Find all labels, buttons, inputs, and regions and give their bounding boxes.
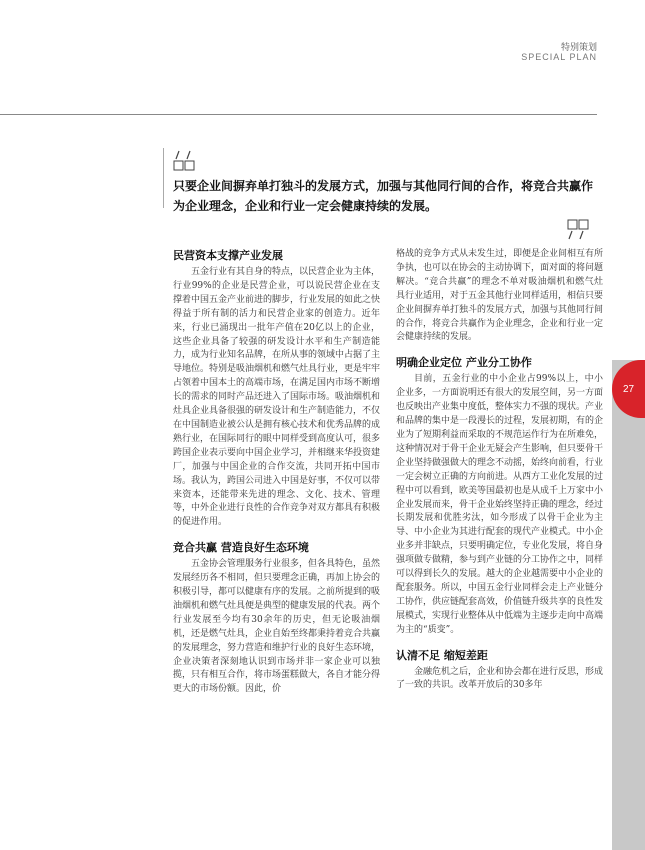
side-tab [612, 360, 645, 850]
close-quote-icon [567, 218, 589, 240]
section-heading: 民营资本支撑产业发展 [173, 249, 283, 262]
section-title-en: SPECIAL PLAN [521, 52, 597, 62]
body-text: 五金协会管理服务行业很多，但各具特色，虽然发展经历各不相同，但只要理念正确，再加上协会的积极引导，都可以健康有序的发展。之前所提到的吸油烟机和燃气灶具便是典型的健康发展的代表。两个行业发展至今均有30余年的历史，但无论吸油烟机，还是燃气灶具，企业自始至终都秉持着竞合共赢的发展理念，努力营造和维护行业的良好生态环境，企业决策者深刻地认识到市场并非一家企业可以独揽，只有相互合作，将市场蛋糕做大，各自才能分得更大的市场份额。因此，价 [173, 559, 381, 695]
header-rule [0, 114, 597, 115]
left-column [173, 248, 380, 697]
body-text: 金融危机之后，企业和协会都在进行反思，形成了一致的共识。改革开放后的30多年 [396, 666, 604, 691]
page-number-badge: 27 [612, 360, 645, 418]
section-heading: 认清不足 缩短差距 [396, 648, 488, 662]
section-heading: 竞合共赢 营造良好生态环境 [173, 541, 309, 555]
body-text: 格战的竞争方式从未发生过，即便是企业间相互有所争执，也可以在协会的主动协调下，面对面的将问题解决。“竞合共赢”的理念不单对吸油烟机和燃气灶具行业适用，对于五金其他行业同样适用，相信只要企业间摒弃单打独斗的发展方式，加强与其他同行间的合作，将竞合共赢作为企业理念，企业和行业一定会健康持续的发展。 [396, 249, 604, 343]
body-text: 目前，五金行业的中小企业占99%以上，中小企业多，一方面说明还有很大的发展空间，另一方面也反映出产业集中度低，整体实力不强的现状。产业和品牌的集中是一段漫长的过程，发展初期，有的企业为了短期利益而采取的不规范运作行为在所难免，这种情况对于骨干企业无疑会产生影响，但只要骨干企业坚持做强做大的理念不动摇，始终向前看，行业一定会树立正确的方向前进。从西方工业化发展的过程中可以看到，欧美等国最初也是从成千上万家中小企业发展而来，骨干企业始终坚持正确的理念，经过长期发展和优胜劣汰，如今形成了以骨干企业为主导、中小企业为其进行配套的现代产业模式。中小企业多并非缺点，只要明确定位，专业化发展，将自身强项做专做精，参与到产业链的分工协作之中，同样可以得到长久的发展。越大的企业越需要中小企业的配套服务。所以，中国五金行业同样会走上产业链分工协作，供应链配套高效，价值链升级共享的良性发展模式，实现行业整体从中低端为主逐步走向中高端为主的“质变”。 [396, 374, 604, 635]
quote-rule [163, 148, 164, 208]
section-title-cn: 特别策划 [560, 43, 597, 53]
pull-quote: 只要企业间摒弃单打独斗的发展方式，加强与其他同行间的合作，将竞合共赢作为企业理念，企业和行业一定会健康持续的发展。 [173, 179, 594, 213]
section-heading: 明确企业定位 产业分工协作 [396, 356, 532, 370]
body-text: 五金行业有其自身的特点，以民营企业为主体，行业99%的企业是民营企业，可以说民营企业在支撑着中国五金产业前进的脚步，行业发展的如此之快得益于所有制的活力和民营企业家的创造力。近年来，行业已涌现出一批年产值在20亿以上的企业，这些企业具备了较强的研发设计水平和生产制造能力，成为行业知名品牌，在所从事的领域中占据了主导地位。特别是吸油烟机和燃气灶具行业，更是牢牢占领着中国本土的高端市场，在满足国内市场不断增长的需求的同时产品还进入了国际市场。吸油烟机和灶具企业具备很强的研发设计和生产制造能力，不仅在中国制造业被公认是拥有核心技术和优秀品牌的成熟行业，在国际同行的眼中同样受到高度认可，很多跨国企业表示要向中国企业学习，并相继来华投资建厂，加强与中国企业的合作交流，共同开拓中国市场。我认为，跨国公司进入中国是好事，不仅可以带来资本，还能带来先进的理念、文化、技术、管理等，中外企业进行良性的合作竞争对双方都具有积极的促进作用。 [173, 267, 381, 528]
open-quote-icon [173, 150, 195, 172]
right-column [396, 248, 603, 693]
